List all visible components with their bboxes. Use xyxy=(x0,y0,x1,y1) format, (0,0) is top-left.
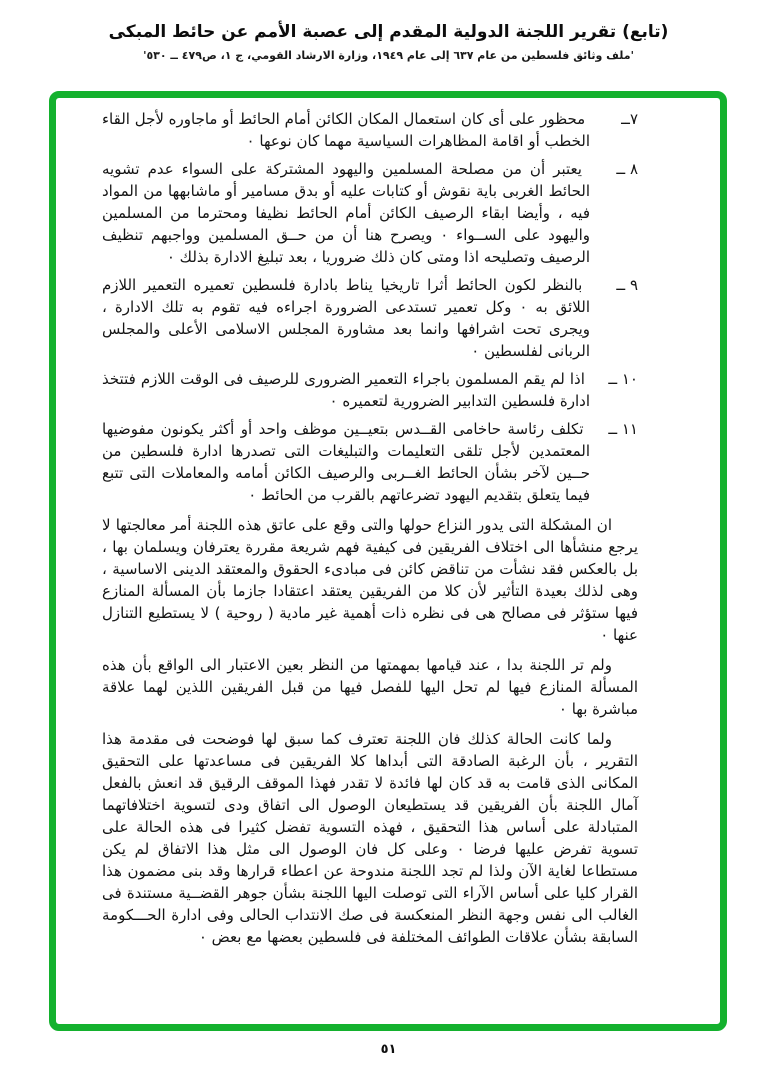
clause-number: ١٠ ــ xyxy=(608,370,638,388)
clause-text: اذا لم يقم المسلمون باجراء التعمير الضرورى للرصيف فى الوقت اللازم فتتخذ ادارة فلسطين التدابير الضرورية لتعميره ٠ xyxy=(102,370,590,410)
paragraph: ولما كانت الحالة كذلك فان اللجنة تعترف كما سبق لها فوضحت فى مقدمة هذا التقرير ، بأن الرغبة الصادقة التى أبداها كلا الفريقين فى مساعدتها على التحقيق المكانى الذى قامت به قد كان لها فائدة لا تقدر فهذا الموقف الرقيق قد انعش بالفعل آمال اللجنة بأن الفريقين قد يستطيعان الوصول الى اتفاق ودى لتسوية اختلافاتهما المتبادلة على أساس هذا التحقيق ، فهذه التسوية تفضل كثيرا فى هذه الحالة على تسوية تفرض عليها فرضا ٠ وعلى كل فان الوصول الى مثل هذا الاتفاق لم يكن مستطاعا لغاية الآن ولذا لم تجد اللجنة مندوحة عن اعطاء قرارها وقد بنى مضمون هذا القرار كليا على أساس الآراء التى توصلت اليها اللجنة بشأن جوهر القضــية مستندة فى الغالب الى نفس وجهة النظر المنعكسة فى صك الانتداب الحالى وفى ادارة الحـــكومة السابقة بشأن علاقات الطوائف المختلفة فى فلسطين بعضها مع بعض ٠ xyxy=(102,730,638,946)
numbered-clause xyxy=(102,108,638,152)
numbered-clause xyxy=(102,274,638,362)
numbered-clause xyxy=(102,158,638,268)
document-title: (تابع) تقرير اللجنة الدولية المقدم إلى عصبة الأمم عن حائط المبكى xyxy=(108,22,669,42)
page-number: ٥١ xyxy=(380,1042,397,1057)
clause-text: يعتبر أن من مصلحة المسلمين واليهود المشتركة على السواء عدم تشويه الحائط الغربى باية نقوش أو كتابات عليه أو بدق مسامير أو ماشابهها من المواد فيه ، وأيضا ابقاء الرصيف الكائن أمام الحائط نظيفا ومحترما من المسلمين واليهود على الســواء ٠ ويصرح هنا أن من حــق المسلمين وواجبهم تنظيف الرصيف وتصليحه اذا ومتى كان ذلك ضروريا ، بعد تبليغ الادارة بذلك ٠ xyxy=(102,160,591,266)
document-source-citation: 'ملف وثائق فلسطين من عام ٦٣٧ إلى عام ١٩٤٩، وزارة الارشاد القومي، ج ١، ص٤٧٩ ــ ٥٣٠' xyxy=(143,49,634,62)
clause-number: ١١ ــ xyxy=(608,420,638,438)
clause-text: بالنظر لكون الحائط أثرا تاريخيا يناط بادارة فلسطين تعميره التعمير اللازم اللائق به ٠ وكل تعمير تستدعى الضرورة اجراءه فيه تقوم به تلك الادارة ، ويجرى تحت اشرافها وانما بعد مشاورة المجلس الاسلامى الأعلى والمجلس الربانى لفلسطين ٠ xyxy=(102,276,590,360)
green-highlight-frame xyxy=(49,91,727,1031)
clause-number: ٧ــ xyxy=(621,110,638,128)
clause-number: ٨ ــ xyxy=(616,160,638,178)
clause-number: ٩ ــ xyxy=(616,276,638,294)
page-header xyxy=(0,22,777,62)
paragraph: ولم تر اللجنة بدا ، عند قيامها بمهمتها من النظر بعين الاعتبار الى الواقع بأن هذه المسألة المنازع فيها لم تحل اليها للفصل فيها من قبل الفريقين اللذين لهما علاقة مباشرة بها ٠ xyxy=(102,656,638,718)
numbered-clause xyxy=(102,368,638,412)
paragraph: ان المشكلة التى يدور النزاع حولها والتى وقع على عاتق هذه اللجنة أمر معالجتها لا يرجع منشأها الى اختلاف الفريقين فى كيفية فهم شريعة مقررة يعترفان ويسلمان بها ، بل بالعكس فقد نشأت من تناقض كائن فى مبادىء الحقوق والمعتقد الدينى الاساسية ، وهى لذلك بعيدة التأثير لأن كلا من الفريقين يعتقد اعتقادا جازما بأن المسألة المنازع فيها ستؤثر فى مصالح هى فى نظره ذات أهمية غير مادية ( روحية ) لا يستطيع التنازل عنها ٠ xyxy=(102,516,638,644)
document-body xyxy=(102,108,638,956)
clause-text: محظور على أى كان استعمال المكان الكائن أمام الحائط أو ماجاوره لأجل القاء الخطب أو اقامة المظاهرات السياسية مهما كان نوعها ٠ xyxy=(102,110,590,150)
paragraphs-block xyxy=(102,514,638,948)
clause-text: تكلف رئاسة حاخامى القــدس بتعيــين موظف واحد أو أكثر يكونون مفوضيها المعتمدين لأجل تلقى التعليمات والتبليغات التى تصدرها ادارة فلسطين من حــين لآخر بشأن الحائط الغــربى والرصيف الكائن أمامه والمعاملات التى تتبع فيما يتعلق بتقديم اليهود تضرعاتهم بالقرب من الحائط ٠ xyxy=(102,420,590,504)
numbered-clauses-list xyxy=(102,108,638,506)
numbered-clause xyxy=(102,418,638,506)
